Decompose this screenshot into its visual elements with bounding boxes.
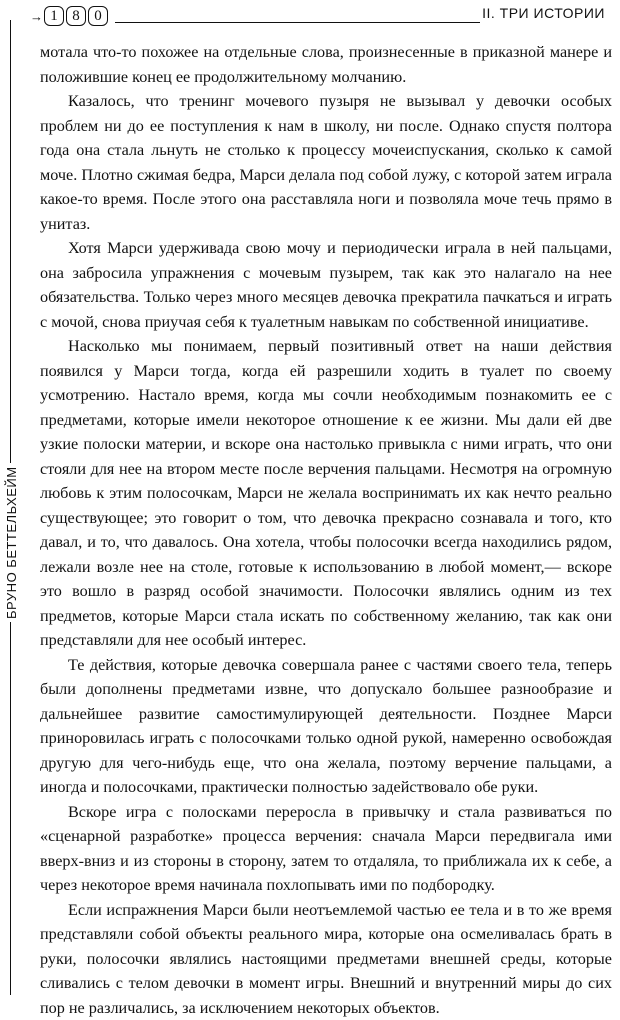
running-head: II. ТРИ ИСТОРИИ: [482, 5, 605, 21]
paragraph-1: мотала что-то похожее на отдельные слова, произнесенные в приказной манере и положившие конец ее продолжительному молчанию.: [40, 40, 612, 89]
arrow-right-icon: →: [30, 10, 43, 23]
page-digit-2: 8: [66, 6, 86, 26]
page-digit-1: 1: [44, 6, 64, 26]
paragraph-4: Насколько мы понимаем, первый позитивный ответ на наши действия появился у Марси тогда, когда ей разрешили ходить в туалет по своему усмотрению. Настало время, когда мы сочли необходимым познакомить ее с предметами, которые имели некоторое отношение к ее жизни. Мы дали ей две узкие полоски материи, и вскоре она настолько привыкла с ними играть, что они стояли для нее на втором месте после верчения пальцами. Несмотря на огромную любовь к этим полосочкам, Марси не желала воспринимать их как нечто реально существующее; это говорит о том, что девочка прекрасно сознавала и того, кто давал, и то, что давалось. Она хотела, чтобы полосочки всегда находились рядом, лежали возле нее на столе, готовые к использованию в любой момент,— вскоре это вошло в разряд особой значимости. Полосочки являлись одним из тех предметов, которые Марси стала искать по собственному желанию, так как они представляли для нее особый интерес.: [40, 334, 612, 653]
body-text: [40, 40, 612, 1020]
page-digit-3: 0: [88, 6, 108, 26]
paragraph-7: Если испражнения Марси были неотъемлемой частью ее тела и в то же время представляли собой объекты реального мира, которые она осмеливалась брать в руки, полосочки являлись настоящими предметами внешней среды, которые сливались с телом девочки в момент игры. Внешний и внутренний миры до сих пор не различались, за исключением некоторых объектов.: [40, 898, 612, 1020]
paragraph-3: Хотя Марси удерживада свою мочу и периодически играла в ней пальцами, она забросила упражнения с мочевым пузырем, так как это налагало на нее обязательства. Только через много месяцев девочка прекратила пачкаться и играть с мочой, снова приучая себя к туалетным навыкам по собственной инициативе.: [40, 236, 612, 334]
paragraph-5: Те действия, которые девочка совершала ранее с частями своего тела, теперь были дополнены предметами извне, что допускало большее разнообразие и дальнейшее развитие самостимулирующей деятельности. Позднее Марси приноровилась играть с полосочками только одной рукой, намеренно освобождая другую для чего-нибудь еще, что она желала, поэтому верчение пальцами, а иногда и полосочками, практически полностью задействовало обе руки.: [40, 653, 612, 800]
header-rule: [115, 22, 480, 23]
page-header: [0, 0, 620, 32]
side-author-label: БРУНО БЕТТЕЛЬХЕЙМ: [4, 463, 19, 622]
page-number: [30, 6, 110, 26]
paragraph-6: Вскоре игра с полосками переросла в привычку и стала развиваться по «сценарной разработке» процесса верчения: сначала Марси передвигала ими вверх-вниз и из стороны в сторону, затем то отдаляла, то приближала их к себе, а через некоторое время начинала похлопывать ими по подбородку.: [40, 800, 612, 898]
paragraph-2: Казалось, что тренинг мочевого пузыря не вызывал у девочки особых проблем ни до ее поступления к нам в школу, ни после. Однако спустя полтора года она стала льнуть не столько к процессу мочеиспускания, сколько к самой моче. Плотно сжимая бедра, Марси делала под собой лужу, с которой затем играла какое-то время. После этого она расставляла ноги и позволяла моче течь прямо в унитаз.: [40, 89, 612, 236]
